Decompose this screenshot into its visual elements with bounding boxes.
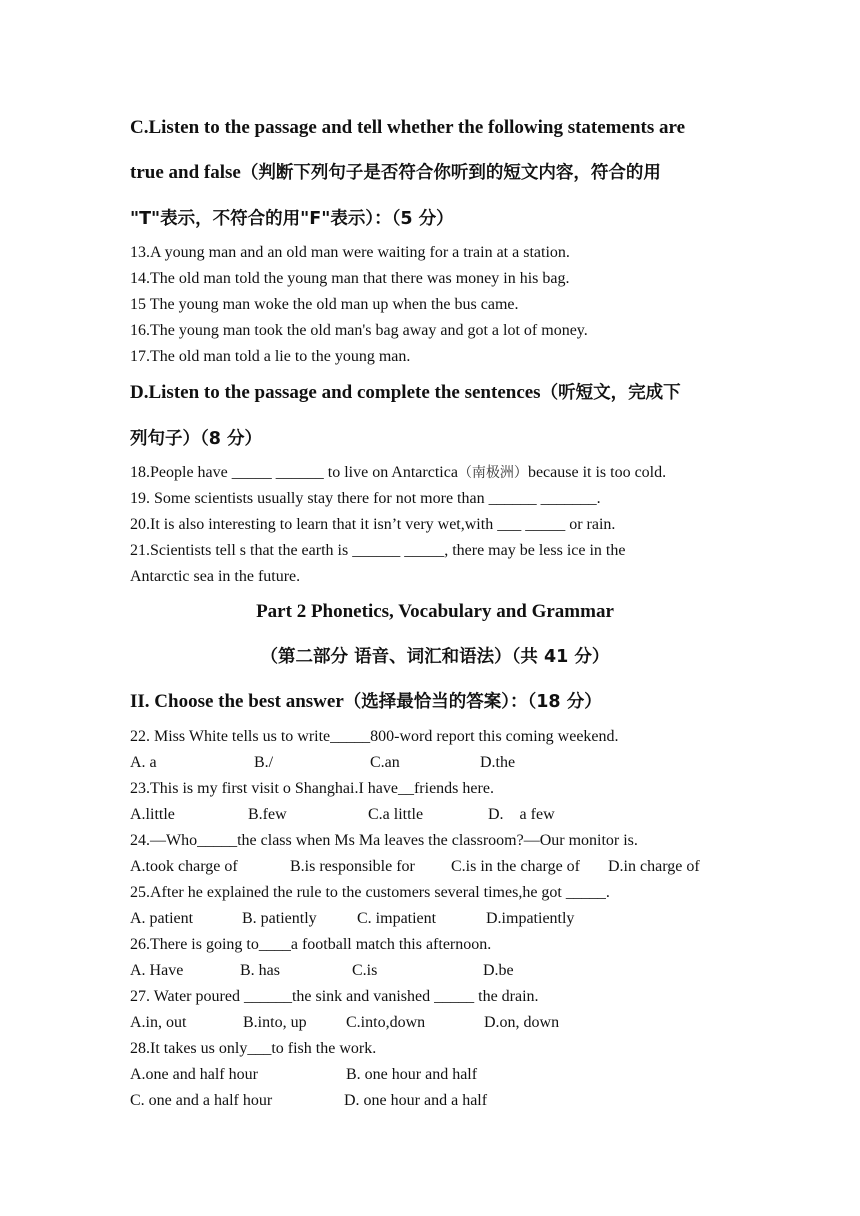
option-c: C.is bbox=[352, 962, 378, 979]
statement-14: 14.The old man told the young man that there was money in his bag. bbox=[130, 270, 570, 287]
question-25-options bbox=[130, 906, 740, 932]
option-a: A.took charge of bbox=[130, 858, 238, 875]
section-c-items bbox=[130, 240, 588, 370]
part2-header bbox=[130, 589, 740, 680]
section-d-heading-line1-cn: （听短文，完成下 bbox=[540, 383, 681, 403]
option-b: B.few bbox=[248, 806, 287, 823]
question-18-part-b: because it is too cold. bbox=[527, 464, 667, 481]
option-d: D.the bbox=[480, 754, 516, 771]
question-25-stem: 25.After he explained the rule to the customers several times,he got _____. bbox=[130, 884, 610, 901]
section-d-heading-line2-text: 列句子）（8 分） bbox=[130, 429, 263, 449]
section-d-heading-line1 bbox=[130, 370, 681, 416]
option-b: B. patiently bbox=[242, 910, 317, 927]
part2-title: Part 2 Phonetics, Vocabulary and Grammar bbox=[256, 601, 614, 622]
option-c: C.a little bbox=[368, 806, 424, 823]
section-ii-heading-en: II. Choose the best answer bbox=[130, 691, 344, 712]
question-24-options bbox=[130, 854, 740, 880]
question-18-part-a: 18.People have _____ ______ to live on Antarctica bbox=[130, 464, 458, 481]
question-22-stem: 22. Miss White tells us to write_____800-word report this coming weekend. bbox=[130, 728, 619, 745]
question-22-options bbox=[130, 750, 740, 776]
question-28-options-row2 bbox=[130, 1088, 740, 1114]
option-c: C.an bbox=[370, 754, 400, 771]
question-26-stem: 26.There is going to____a football match this afternoon. bbox=[130, 936, 492, 953]
question-27-options bbox=[130, 1010, 740, 1036]
option-d: D.in charge of bbox=[608, 858, 700, 875]
statement-16: 16.The young man took the old man's bag away and got a lot of money. bbox=[130, 322, 588, 339]
question-24-stem: 24.—Who_____the class when Ms Ma leaves the classroom?—Our monitor is. bbox=[130, 832, 638, 849]
section-c-heading-line2-en: true and false bbox=[130, 162, 241, 183]
question-19: 19. Some scientists usually stay there for not more than ______ _______. bbox=[130, 490, 601, 507]
question-28-stem: 28.It takes us only___to fish the work. bbox=[130, 1040, 377, 1057]
option-c: C. one and a half hour bbox=[130, 1092, 273, 1109]
section-c-heading-line2 bbox=[130, 150, 685, 196]
option-a: A. a bbox=[130, 754, 157, 771]
question-21-line1: 21.Scientists tell s that the earth is ______ _____, there may be less ice in the bbox=[130, 542, 626, 559]
section-c-heading-line1: C.Listen to the passage and tell whether the following statements are bbox=[130, 117, 686, 138]
statement-17: 17.The old man told a lie to the young man. bbox=[130, 348, 411, 365]
part2-subtitle bbox=[130, 634, 740, 680]
option-a: A.little bbox=[130, 806, 175, 823]
section-c-heading bbox=[130, 105, 685, 242]
section-d-heading bbox=[130, 370, 681, 462]
option-b: B.is responsible for bbox=[290, 858, 415, 875]
section-d-heading-line2 bbox=[130, 416, 681, 462]
option-d: D.impatiently bbox=[486, 910, 575, 927]
option-b: B.into, up bbox=[243, 1014, 307, 1031]
option-a: A. Have bbox=[130, 962, 184, 979]
question-18-cn: （南极洲） bbox=[457, 465, 528, 481]
section-c-heading-line3-text: "T"表示，不符合的用"F"表示）：（5 分） bbox=[130, 209, 454, 229]
question-27-stem: 27. Water poured ______the sink and vanished _____ the drain. bbox=[130, 988, 539, 1005]
option-d: D.be bbox=[483, 962, 514, 979]
option-c: C. impatient bbox=[357, 910, 437, 927]
question-26-options bbox=[130, 958, 740, 984]
section-d-heading-line1-en: D.Listen to the passage and complete the sentences bbox=[130, 382, 541, 403]
question-20: 20.It is also interesting to learn that it isn’t very wet,with ___ _____ or rain. bbox=[130, 516, 616, 533]
section-c-heading-line3 bbox=[130, 196, 685, 242]
question-23-stem: 23.This is my first visit o Shanghai.I have__friends here. bbox=[130, 780, 494, 797]
question-18 bbox=[130, 460, 666, 486]
option-c: C.into,down bbox=[346, 1014, 426, 1031]
option-d: D.on, down bbox=[484, 1014, 560, 1031]
question-28-options-row1 bbox=[130, 1062, 740, 1088]
option-a: A.in, out bbox=[130, 1014, 187, 1031]
section-d-items bbox=[130, 460, 666, 590]
section-ii-heading-cn: （选择最恰当的答案）：（18 分） bbox=[343, 692, 602, 712]
option-b: B./ bbox=[254, 754, 274, 771]
section-ii-heading bbox=[130, 679, 602, 725]
statement-13: 13.A young man and an old man were waiting for a train at a station. bbox=[130, 244, 570, 261]
question-23-options bbox=[130, 802, 740, 828]
part2-subtitle-text: （第二部分 语音、词汇和语法）（共 41 分） bbox=[260, 647, 610, 667]
option-b: B. one hour and half bbox=[346, 1066, 478, 1083]
question-21-line2: Antarctic sea in the future. bbox=[130, 568, 301, 585]
option-d: D. one hour and a half bbox=[344, 1092, 488, 1109]
section-c-heading-line2-cn: （判断下列句子是否符合你听到的短文内容，符合的用 bbox=[240, 163, 661, 183]
option-a: A.one and half hour bbox=[130, 1066, 258, 1083]
option-c: C.is in the charge of bbox=[451, 858, 581, 875]
section-ii-heading-line bbox=[130, 679, 602, 725]
option-a: A. patient bbox=[130, 910, 194, 927]
section-ii-questions bbox=[130, 724, 740, 1114]
statement-15: 15 The young man woke the old man up when the bus came. bbox=[130, 296, 519, 313]
option-b: B. has bbox=[240, 962, 280, 979]
option-d: D. a few bbox=[488, 806, 555, 823]
